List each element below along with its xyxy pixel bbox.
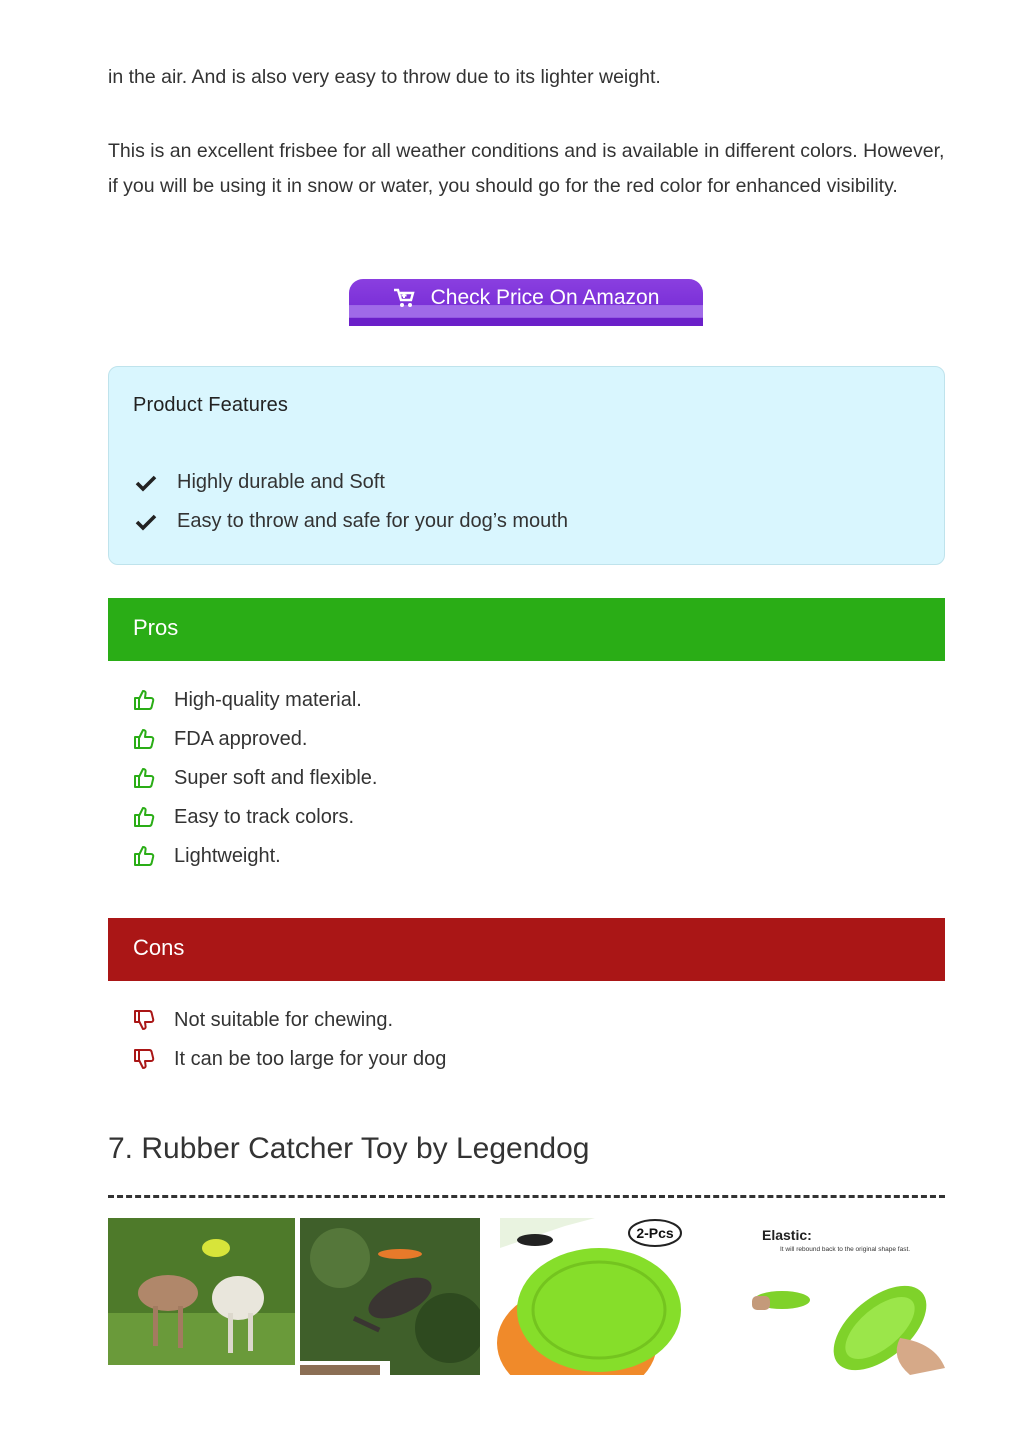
thumbs-up-icon	[132, 805, 156, 829]
pros-header: Pros	[108, 598, 945, 661]
thumbs-up-icon	[132, 688, 156, 712]
pros-text: Lightweight.	[174, 844, 281, 867]
cons-header: Cons	[108, 918, 945, 981]
checkmark-icon	[135, 474, 157, 492]
thumbs-up-icon	[132, 844, 156, 868]
pros-item	[132, 844, 281, 868]
elastic-caption: It will rebound back to the original shape fast.	[780, 1246, 911, 1253]
dashed-divider	[108, 1195, 945, 1198]
feature-text: Easy to throw and safe for your dog’s mouth	[177, 510, 568, 532]
pros-text: FDA approved.	[174, 727, 308, 750]
thumbs-down-icon	[132, 1047, 156, 1071]
intro-line: in the air. And is also very easy to throw due to its lighter weight.	[108, 66, 661, 88]
cons-item	[132, 1008, 393, 1032]
feature-item	[135, 510, 568, 533]
dogs-playing-photo	[108, 1218, 295, 1375]
pros-text: High-quality material.	[174, 688, 362, 711]
features-title: Product Features	[133, 394, 289, 416]
pros-item	[132, 805, 354, 829]
two-pcs-badge: 2-Pcs	[636, 1225, 674, 1241]
cons-item	[132, 1047, 446, 1071]
check-price-button[interactable]	[349, 279, 703, 326]
thumbs-up-icon	[132, 766, 156, 790]
elastic-frisbee-photo	[750, 1218, 945, 1375]
thumbs-up-icon	[132, 727, 156, 751]
pros-item	[132, 727, 307, 751]
product-features-box	[108, 366, 945, 565]
pros-item	[132, 766, 377, 790]
cart-icon	[393, 287, 415, 309]
feature-text: Highly durable and Soft	[177, 471, 385, 493]
cons-text: It can be too large for your dog	[174, 1047, 447, 1070]
pros-text: Super soft and flexible.	[174, 766, 378, 789]
checkmark-icon	[135, 513, 157, 531]
dog-jumping-photo	[300, 1218, 480, 1375]
cons-text: Not suitable for chewing.	[174, 1008, 394, 1031]
pros-item	[132, 688, 362, 712]
elastic-title: Elastic:	[762, 1227, 812, 1243]
feature-item	[135, 471, 385, 494]
thumbs-down-icon	[132, 1008, 156, 1032]
intro-paragraph: This is an excellent frisbee for all weather conditions and is available in different colors. However, if you will be using it in snow or water, you should go for the red color for enhanced visibility.	[108, 140, 945, 197]
check-price-label: Check Price On Amazon	[430, 286, 660, 309]
pros-text: Easy to track colors.	[174, 805, 355, 828]
section-heading: 7. Rubber Catcher Toy by Legendog	[108, 1132, 590, 1165]
frisbee-product-photo	[495, 1218, 685, 1375]
